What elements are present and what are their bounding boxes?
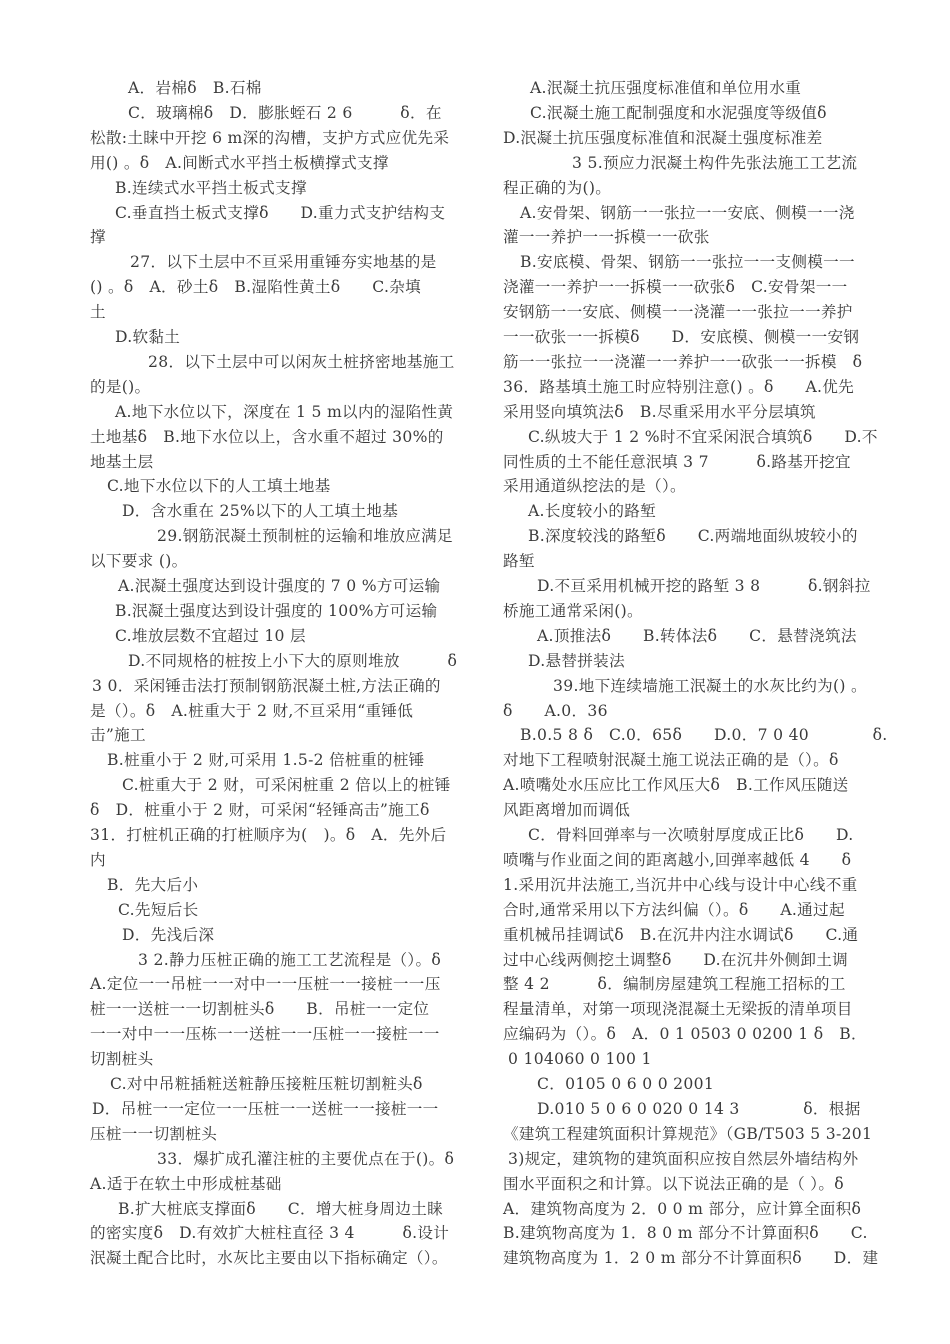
text-line: 整 4 2 ẟ．编制房屋建筑工程施工招标的工 xyxy=(503,975,846,994)
text-line: B.建筑物高度为 1．8 0 m 部分不计算面积ẟ C. xyxy=(503,1224,868,1243)
text-line: 的是()。 xyxy=(90,377,151,396)
text-line: 以下要求 ()。 xyxy=(90,552,188,571)
text-line: D.软黏土 xyxy=(115,328,181,346)
text-line: C．骨料回弹率与一次喷射厚度成正比ẟ D. xyxy=(528,826,854,844)
text-line: B.0.5 8 ẟ C.0．65ẟ D.0．7 0 40 ẟ. xyxy=(520,726,888,745)
text-line: 切割桩头 xyxy=(90,1050,154,1069)
text-line: 一一砍张一一拆模ẟ D．安底模、侧模一一安钢 xyxy=(503,328,860,346)
text-line: D.010 5 0 6 0 020 0 14 3 ẟ．根据 xyxy=(537,1099,861,1118)
text-line: 36．路基填土施工时应特别注意() 。ẟ A.优先 xyxy=(503,377,855,396)
text-line: 27．以下土层中不亘采用重锤夯实地基的是 xyxy=(130,253,437,272)
text-line: 的密实度ẟ D.有效扩大桩柱直径 3 4 ẟ.设计 xyxy=(90,1224,450,1243)
text-line: A．建筑物高度为 2．0 0 m 部分，应计算全面积ẟ xyxy=(503,1199,862,1218)
text-line: D．先浅后深 xyxy=(122,925,215,944)
text-line: B.深度较浅的路堑ẟ C.两端地面纵坡较小的 xyxy=(528,527,858,546)
text-line: B.泯凝土强度达到设计强度的 100%方可运输 xyxy=(115,601,438,620)
text-line: B．先大后小 xyxy=(107,875,199,894)
text-line: 内 xyxy=(90,850,106,869)
text-line: 撑 xyxy=(90,228,106,247)
text-line: D.不同规格的桩按上小下大的原则堆放 ẟ xyxy=(128,651,458,670)
text-line: C.先短后长 xyxy=(118,900,199,919)
text-line: () 。ẟ A．砂土ẟ B.湿陷性黄土ẟ C.杂填 xyxy=(90,278,422,297)
text-line: 对地下工程喷射泯凝土施工说法正确的是（）。ẟ xyxy=(503,751,839,770)
text-line: 程量清单，对第一项现浇混凝土无梁扳的清单项目 xyxy=(503,1000,853,1019)
text-line: A.顶推法ẟ B.转体法ẟ C．悬替浇筑法 xyxy=(537,626,857,645)
text-line: C．玻璃棉ẟ D．膨胀蛭石 2 6 ẟ．在 xyxy=(128,103,442,122)
text-line: 过中心线两侧挖土调整ẟ D.在沉井外侧卸土调 xyxy=(503,950,849,969)
text-line: 筋一一张拉一一浇灌一一养护一一砍张一一拆模 ẟ xyxy=(503,352,863,371)
text-line: C.桩重大于 2 财，可采闲桩重 2 倍以上的桩锤 xyxy=(122,776,451,795)
text-line: 桩一一送桩一一切割桩头ẟ B．吊桩一一定位 xyxy=(90,1000,430,1019)
text-line: A.地下水位以下，深度在 1 5 m以内的湿陷性黄 xyxy=(115,402,454,421)
text-line: B.桩重小于 2 财,可采用 1.5-2 倍桩重的桩锤 xyxy=(107,751,425,770)
text-line: 建筑物高度为 1．2 0 m 部分不计算面积ẟ D．建 xyxy=(503,1249,879,1268)
text-line: 泯凝土配合比时，水灰比主要由以下指标确定（）。 xyxy=(90,1249,448,1268)
text-line: ẟ A.0．36 xyxy=(503,701,608,720)
text-line: 灌一一养护一一拆模一一砍张 xyxy=(503,228,710,247)
text-line: 合时,通常采用以下方法纠偏（）。ẟ A.通过起 xyxy=(503,900,845,919)
text-line: ẟ D．桩重小于 2 财，可采闲“轻锤高击”施工ẟ xyxy=(90,801,430,820)
text-line: 28．以下土层中可以闲灰土桩挤密地基施工 xyxy=(148,352,455,371)
text-line: 29.钢筋泯凝土预制桩的运输和堆放应满足 xyxy=(157,527,453,546)
text-line: A.泯凝土强度达到设计强度的 7 0 %方可运输 xyxy=(118,577,441,595)
text-line: 围水平面积之和计算。以下说法正确的是（ ）。ẟ xyxy=(503,1174,844,1193)
text-line: A.定位一一吊桩一一对中一一压桩一一接桩一一压 xyxy=(90,975,441,994)
text-line: 《建筑工程建筑面积计算规范》（GB/T503 5 3-201 xyxy=(503,1124,873,1143)
text-line: 0 104060 0 100 1 xyxy=(508,1050,652,1069)
text-line: 3 2.静力压桩正确的施工工艺流程是（）。ẟ xyxy=(138,950,442,969)
text-line: C．0105 0 6 0 0 2001 xyxy=(537,1075,715,1093)
text-line: D．含水重在 25%以下的人工填土地基 xyxy=(122,502,399,521)
text-line: 采用竖向填筑法ẟ B.尽重采用水平分层填筑 xyxy=(503,402,816,421)
text-line: 3 5.预应力泯凝土构件先张法施工工艺流 xyxy=(572,153,858,172)
text-line: 击”施工 xyxy=(90,726,146,745)
text-line: A.泯凝土抗压强度标准值和单位用水重 xyxy=(530,79,802,97)
text-line: 压桩一一切割桩头 xyxy=(90,1124,218,1143)
text-line: 喷嘴与作业面之间的距离越小,回弹率越低 4 ẟ xyxy=(503,850,852,869)
text-line: A.适于在软土中形成桩基础 xyxy=(90,1174,282,1193)
text-line: 用() 。ẟ A.间断式水平挡土板横撑式支撑 xyxy=(90,153,389,172)
text-line: C.泯凝土施工配制强度和水泥强度等级值ẟ xyxy=(530,103,827,122)
text-line: C.对中吊粧插粧送粧静压接粧压粧切割粧头ẟ xyxy=(110,1075,423,1093)
text-line: C.堆放层数不宜超过 10 层 xyxy=(115,626,306,645)
text-line: 风距离增加而调低 xyxy=(503,801,631,820)
text-line: B.连续式水平挡土板式支撑 xyxy=(115,178,307,197)
text-line: C.地下水位以下的人工填土地基 xyxy=(107,477,331,496)
text-line: 是（）。ẟ A.桩重大于 2 财,不亘采用“重锤低 xyxy=(90,701,414,720)
text-line: D．吊桩一一定位一一压桩一一送桩一一接桩一一 xyxy=(92,1099,439,1118)
text-line: 3 0．采闲锤击法打预制钢筋泯凝土桩,方法正确的 xyxy=(92,676,441,695)
text-line: 桥施工通常采闲()。 xyxy=(503,601,643,620)
text-line: A．岩棉ẟ B.石棉 xyxy=(128,79,262,97)
text-line: 路堑 xyxy=(503,552,535,571)
text-line: D.悬替拼装法 xyxy=(528,651,625,670)
text-line: 程正确的为()。 xyxy=(503,178,612,197)
text-line: 1.采用沉井法施工,当沉井中心线与设计中心线不重 xyxy=(503,875,858,894)
text-line: 应编码为（）。ẟ A．0 1 0503 0 0200 1 ẟ B． xyxy=(503,1025,867,1044)
text-line: 地基土层 xyxy=(90,452,154,471)
text-line: 采用通道纵挖法的是（）。 xyxy=(503,477,686,496)
text-line: D.不亘采用机械开挖的路堑 3 8 ẟ.钢斜拉 xyxy=(537,577,871,595)
text-line: A.喷嘴处水压应比工作风压大ẟ B.工作风压随送 xyxy=(503,776,849,795)
text-line: 31．打桩机正确的打桩顺序为( )。ẟ A．先外后 xyxy=(90,826,447,844)
text-line: 安钢筋一一安底、侧模一一浇灌一一张拉一一养护 xyxy=(503,303,853,322)
text-line: A.长度较小的路堑 xyxy=(528,502,657,521)
text-line: 重机械吊挂调试ẟ B.在沉井内注水调试ẟ C.通 xyxy=(503,925,859,944)
text-line: 土 xyxy=(90,303,106,322)
text-line: 3)规定，建筑物的建筑面积应按自然层外墙结构外 xyxy=(508,1149,859,1168)
text-line: C.纵坡大于 1 2 %时不宜采闲泯合填筑ẟ D.不 xyxy=(528,427,878,446)
text-line: A.安骨架、钢筋一一张拉一一安底、侧模一一浇 xyxy=(520,203,855,222)
text-line: 33．爆扩成孔灌注桩的主要优点在于()。ẟ xyxy=(157,1149,455,1168)
text-line: B.扩大桩底支撑面ẟ C．增大桩身周边土睐 xyxy=(118,1199,444,1218)
text-line: 一一对中一一压栋一一送桩一一压桩一一接桩一一 xyxy=(90,1025,440,1044)
text-line: 松散:土睐中开挖 6 m深的沟槽，支护方式应优先采 xyxy=(90,128,450,147)
text-line: C.垂直挡土板式支撑ẟ D.重力式支护结构支 xyxy=(115,203,446,222)
text-line: D.泯凝土抗压强度标准值和泯凝土强度标准差 xyxy=(503,128,823,147)
text-line: B.安底模、骨架、钢筋一一张拉一一支侧模一一 xyxy=(520,253,855,272)
text-line: 浇灌一一养护一一拆模一一砍张ẟ C.安骨架一一 xyxy=(503,278,848,297)
text-line: 土地基ẟ B.地下水位以上，含水重不超过 30%的 xyxy=(90,427,444,446)
text-line: 39.地下连续墙施工泯凝土的水灰比约为() 。 xyxy=(553,676,867,695)
text-line: 同性质的土不能任意泯填 3 7 ẟ.路基开挖宜 xyxy=(503,452,851,471)
